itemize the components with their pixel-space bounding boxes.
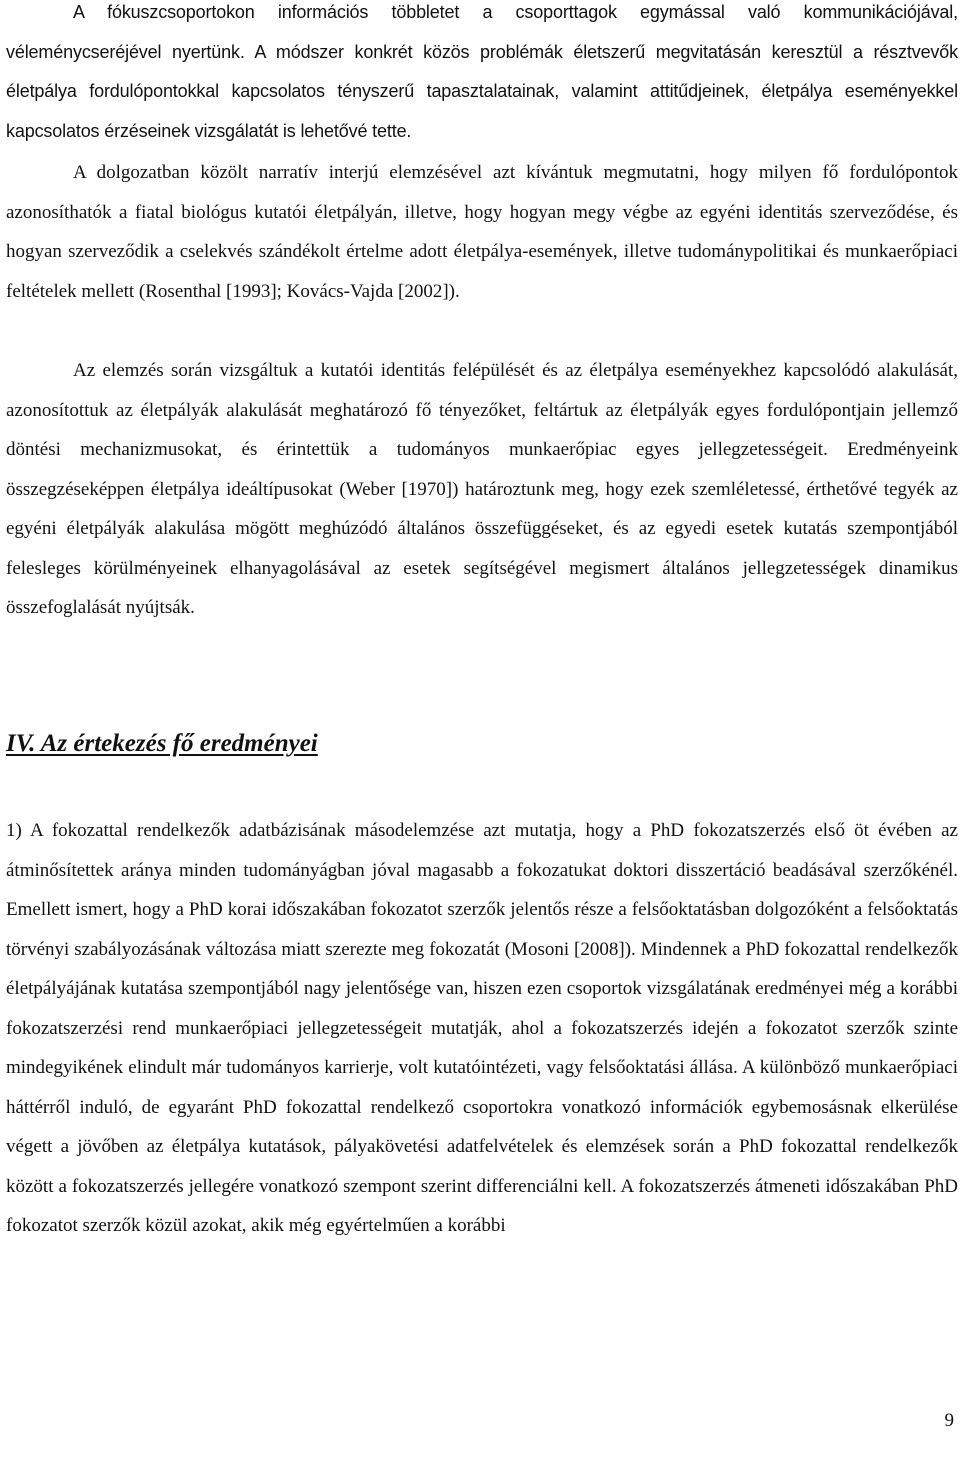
page-number: 9 — [944, 1410, 954, 1431]
paragraph-analysis: Az elemzés során vizsgáltuk a kutatói identitás felépülését és az életpálya eseményekhez kapcsolódó alakulását, azonosítottuk az életpályák alakulását meghatározó fő tényezőket, feltártuk az életpályák egyes fordulópontjain jellemző döntési mechanizmusokat, és érintettük a tudományos munkaerőpiac egyes jellegzetességeit. Eredményeink összegzéseképpen életpálya ideáltípusokat (Weber [1970]) határoztunk meg, hogy ezek szemléletessé, érthetővé tegyék az egyéni életpályák alakulása mögött meghúzódó általános összefüggéseket, és az egyedi esetek kutatás szempontjából felesleges körülményeinek elhanyagolásával az esetek segítségével megismert általános jellegzetességek dinamikus összefoglalását nyújtsák. — [6, 360, 958, 618]
paragraph-result-1: 1) A fokozattal rendelkezők adatbázisának másodelemzése azt mutatja, hogy a PhD fokozatszerzés első öt évében az átminősítettek aránya minden tudományágban jóval magasabb a fokozatukat doktori disszertáció beadásával szerzőkénél. Emellett ismert, hogy a PhD korai időszakában fokozatot szerzők jelentős része a felsőoktatásban dolgozóként a felsőoktatás törvényi szabályozásának változása miatt szerezte meg fokozatát (Mosoni [2008]). Mindennek a PhD fokozattal rendelkezők életpályájának kutatása szempontjából nagy jelentősége van, hiszen ezen csoportok vizsgálatának eredményei még a korábbi fokozatszerzési rend munkaerőpiaci jellegzetességeit mutatják, ahol a fokozatszerzés idején a fokozatot szerzők szinte mindegyikének elindult már tudományos karrierje, volt kutatóintézeti, vagy felsőoktatási állása. A különböző munkaerőpiaci háttérről induló, de egyaránt PhD fokozattal rendelkező csoportokra vonatkozó információk egybemosásnak elkerülése végett a jövőben az életpálya kutatások, pályakövetési adatfelvételek és elemzések során a PhD fokozattal rendelkezők között a fokozatszerzés jellegére vonatkozó szempont szerint differenciálni kell. A fokozatszerzés átmeneti időszakában PhD fokozatot szerzők közül azokat, akik még egyértelműen a korábbi — [6, 820, 958, 1236]
paragraph-focus-groups: A fókuszcsoportokon információs többletet a csoporttagok egymással való kommunikációjával, véleménycseréjével nyertünk. A módszer konkrét közös problémák életszerű megvitatásán keresztül a résztvevők életpálya fordulópontokkal kapcsolatos tényszerű tapasztalatainak, valamint attitűdjeinek, életpálya eseményekkel kapcsolatos érzéseinek vizsgálatát is lehetővé tette. — [6, 2, 958, 141]
paragraph-narrative-interview: A dolgozatban közölt narratív interjú elemzésével azt kívántuk megmutatni, hogy milyen fő fordulópontok azonosíthatók a fiatal biológus kutatói életpályán, illetve, hogy hogyan megy végbe az egyéni identitás szerveződése, és hogyan szerveződik a cselekvés szándékolt értelme adott életpálya-események, illetve tudománypolitikai és munkaerőpiaci feltételek mellett (Rosenthal [1993]; Kovács-Vajda [2002]). — [6, 162, 958, 302]
section-heading: IV. Az értekezés fő eredményei — [6, 730, 318, 757]
